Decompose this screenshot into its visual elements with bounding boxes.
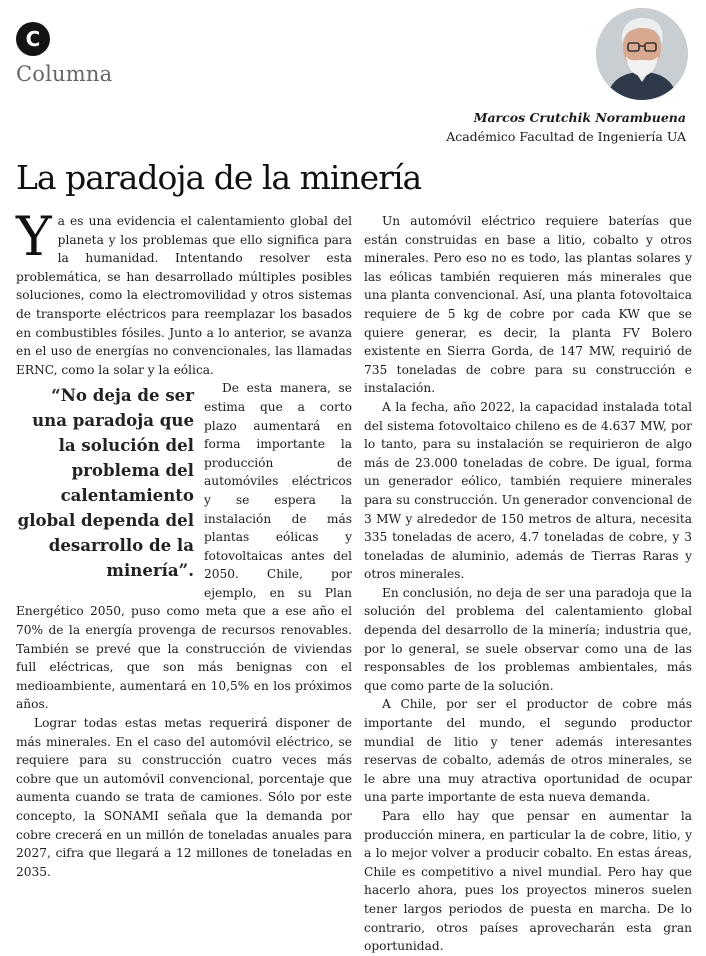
author-byline bbox=[446, 108, 686, 146]
author-name: Marcos Crutchik Norambuena bbox=[473, 110, 686, 125]
pull-quote: “No deja de ser una paradoja que la solución del problema del calentamiento global dependa del desarrollo de la minería”. bbox=[17, 385, 194, 581]
article-paragraph: En conclusión, no deja de ser una paradoja que la solución del problema del calentamiento global dependa del desarrollo de la minería; industria que, por lo general, se suele observar como una de las responsables de los problemas ambientales, más que como parte de la solución. bbox=[364, 585, 692, 693]
article-paragraph: “No deja de ser una paradoja que la solución del problema del calentamiento global dependa del desarrollo de la minería”. De esta manera, se estima que a corto plazo aumentará en forma importante la producción de automóviles eléctricos y se espera la instalación de más plantas eólicas y fotovoltaicas antes del 2050. Chile, por ejemplo, en su Plan Energético 2050, puso como meta que a ese año el 70% de la energía provenga de recursos renovables. También se prevé que la construcción de viviendas full eléctricas, que son más benignas con el medioambiente, aumentará en 10,5% en los próximos años. bbox=[16, 381, 352, 712]
section-label: Columna bbox=[16, 62, 113, 86]
article-paragraph: A la fecha, año 2022, la capacidad instalada total del sistema fotovoltaico chileno es de 4.637 MW, por lo tanto, para su instalación se requirieron de algo más de 23.000 toneladas de cobre. De igual, forma un generador eólico, también requiere minerales para su construcción. Un generador convencional de 3 MW y alrededor de 150 metros de altura, necesita 335 toneladas de acero, 4.7 toneladas de cobre, y 3 toneladas de aluminio, además de Tierras Raras y otros minerales. bbox=[364, 399, 692, 582]
drop-cap: Y bbox=[16, 205, 52, 268]
column-badge: C bbox=[16, 22, 50, 56]
article-paragraph: Lograr todas estas metas requerirá disponer de más minerales. En el caso del automóvil eléctrico, se requiere para su construcción cuatro veces más cobre que un automóvil convencional, porcentaje que aumenta cuando se trata de camiones. Sólo por este concepto, la SONAMI señala que la demanda por cobre crecerá en un millón de toneladas anuales para 2027, cifra que llegará a 12 millones de toneladas en 2035. bbox=[16, 716, 352, 879]
author-photo bbox=[596, 8, 688, 100]
author-title: Académico Facultad de Ingeniería UA bbox=[446, 129, 686, 144]
article-left-column bbox=[16, 205, 352, 881]
article-paragraph: A Chile, por ser el productor de cobre más importante del mundo, el segundo productor mundial de litio y tener además interesantes reservas de cobalto, además de otros minerales, se le abre una muy atractiva oportunidad de ocupar una parte importante de esta nueva demanda. bbox=[364, 697, 692, 805]
article-paragraph: Un automóvil eléctrico requiere baterías que están construidas en base a litio, cobalto y otros minerales. Pero eso no es todo, las plantas solares y las eólicas también requieren más minerales que una planta convencional. Así, una planta fotovoltaica requiere de 5 kg de cobre por cada KW que se quiere generar, es decir, la planta FV Bolero existente en Sierra Gorda, de 147 MW, requirió de 735 toneladas de cobre para su construcción e instalación. bbox=[364, 214, 692, 396]
article-paragraph: Ya es una evidencia el calentamiento global del planeta y los problemas que ello significa para la humanidad. Intentando resolver esta problemática, se han desarrollado múltiples posibles soluciones, como la electromovilidad y otros sistemas de transporte eléctricos para reemplazar los basados en combustibles fósiles. Junto a lo anterior, se avanza en el uso de energías no convencionales, las llamadas ERNC, como la solar y la eólica. bbox=[16, 205, 352, 377]
article-headline: La paradoja de la minería bbox=[16, 158, 422, 197]
article-paragraph: Para ello hay que pensar en aumentar la producción minera, en particular la de cobre, litio, y a lo mejor volver a producir cobalto. En estas áreas, Chile es competitivo a nivel mundial. Pero hay que hacerlo ahora, pues los proyectos mineros suelen tener largos periodos de puesta en marcha. De lo contrario, otros países aprovecharán esta gran oportunidad. bbox=[364, 809, 692, 954]
article-right-column bbox=[364, 212, 692, 956]
